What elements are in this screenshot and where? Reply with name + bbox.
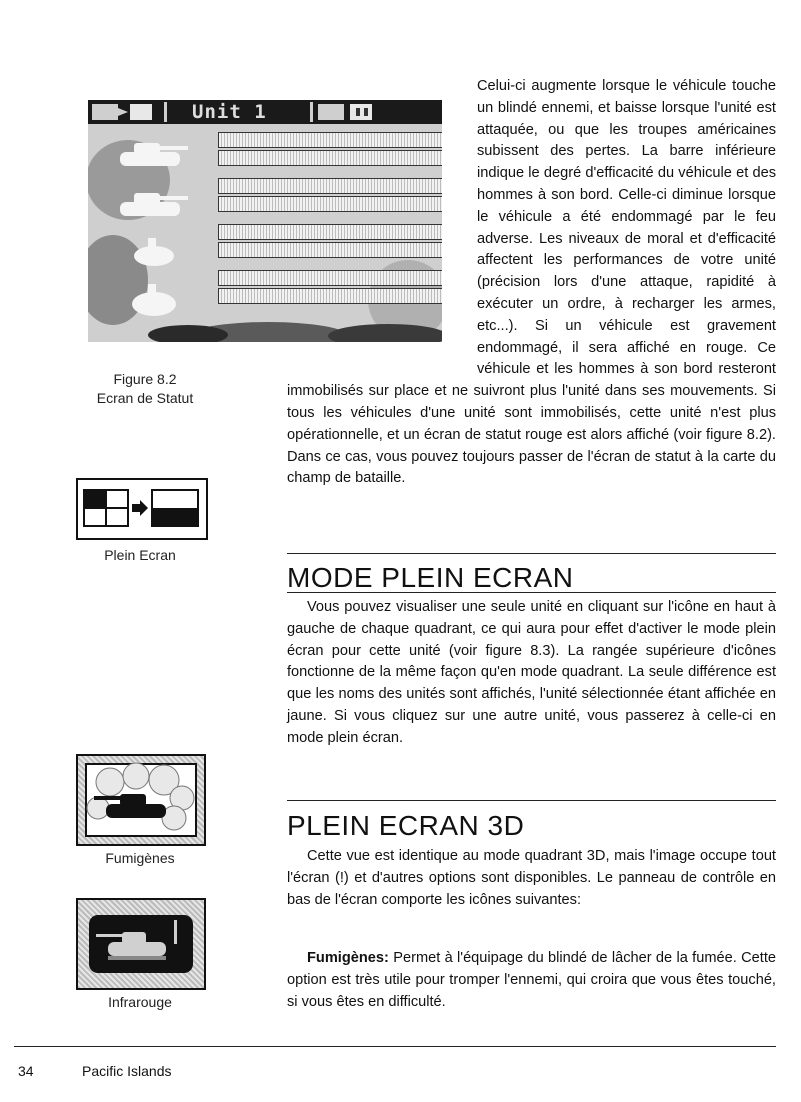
- soldier-icon: [110, 280, 190, 320]
- infrared-tank-icon: [78, 900, 204, 988]
- section-heading-plein-ecran: MODE PLEIN ECRAN: [287, 562, 574, 593]
- fumigenes-caption: Fumigènes: [105, 850, 175, 866]
- plein-ecran-icon-box: [76, 478, 208, 540]
- fumigenes-term-text: Permet à l'équipage du blindé de lâcher de la fumée. Cette option est très utile pour tromper l'ennemi, qui croira que vous êtes touché, si vous êtes en difficulté.: [287, 950, 776, 1010]
- page-number: 34: [18, 1063, 34, 1079]
- intro-paragraph: Celui-ci augmente lorsque le véhicule touche un blindé ennemi, et baisse lorsque l'unité est attaquée, ou que les troupes américaines subissent des pertes. La barre inférieure indique le degré d'efficacité du véhicule et des hommes à son bord. Celle-ci diminue lorsque le véhicule a été endommagé par le feu adverse. Les niveaux de moral et d'efficacité affectent les performances de votre unité (précision lors d'une attaque, rapidité à exécuter un ordre, à recharger les armes, etc...). Si un véhicule est gravement endommagé, il sera affiché en rouge. Ce véhicule et les hommes à son bord resteront immobilisés sur place et ne suivront plus l'unité dans ses mouvements. Si tous les véhicules d'une unité sont immobilisés, cette unité n'est plus opérationnelle, et un écran de statut rouge est alors affiché (voir figure 8.2). Dans ce cas, vous pouvez toujours passer de l'écran de statut à la carte du champ de bataille.: [287, 78, 776, 487]
- footer-rule: [14, 1046, 776, 1047]
- section-heading-3d: PLEIN ECRAN 3D: [287, 810, 525, 841]
- fumigenes-term: Fumigènes:: [307, 950, 389, 966]
- fumigenes-icon-box: [76, 754, 206, 846]
- plein-ecran-3d-paragraph: Cette vue est identique au mode quadrant 3D, mais l'image occupe tout l'écran (!) et d'autres options sont disponibles. Le panneau de contrôle en bas de l'écran comporte les icônes suivantes:: [287, 848, 776, 908]
- book-title: Pacific Islands: [82, 1063, 172, 1079]
- plein-ecran-caption: Plein Ecran: [104, 547, 176, 563]
- fullscreen-icon: [78, 480, 206, 538]
- wrap-spacer: [287, 76, 477, 363]
- figure-8-2-caption: [60, 370, 230, 408]
- smoke-tank-icon: [78, 756, 204, 844]
- figure-title: Ecran de Statut: [96, 390, 194, 406]
- infrarouge-caption: Infrarouge: [108, 994, 172, 1010]
- plein-ecran-paragraph: Vous pouvez visualiser une seule unité en cliquant sur l'icône en haut à gauche de chaque quadrant, ce qui aura pour effet d'activer le mode plein écran pour cette unité (voir figure 8.3). La rangée supérieure d'icônes fonctionne de la même façon qu'en mode quadrant. La seule différence est que les noms des unités sont affichés, l'unité sélectionnée étant affichée en jaune. Si vous cliquez sur une autre unité, vous passerez à celle-ci en mode plein écran.: [287, 599, 776, 746]
- tank-icon: [110, 134, 190, 170]
- infrarouge-icon-box: [76, 898, 206, 990]
- heading-underline: [287, 592, 776, 593]
- soldier-icon: [110, 234, 190, 270]
- figure-number: Figure 8.2: [113, 371, 177, 387]
- tank-icon: [110, 184, 190, 220]
- section-divider: [287, 800, 776, 801]
- intro-paragraph-block: [287, 76, 776, 490]
- fumigenes-description: [287, 948, 776, 1013]
- status-screen-title: Unit 1: [192, 101, 267, 123]
- section-divider: [287, 553, 776, 554]
